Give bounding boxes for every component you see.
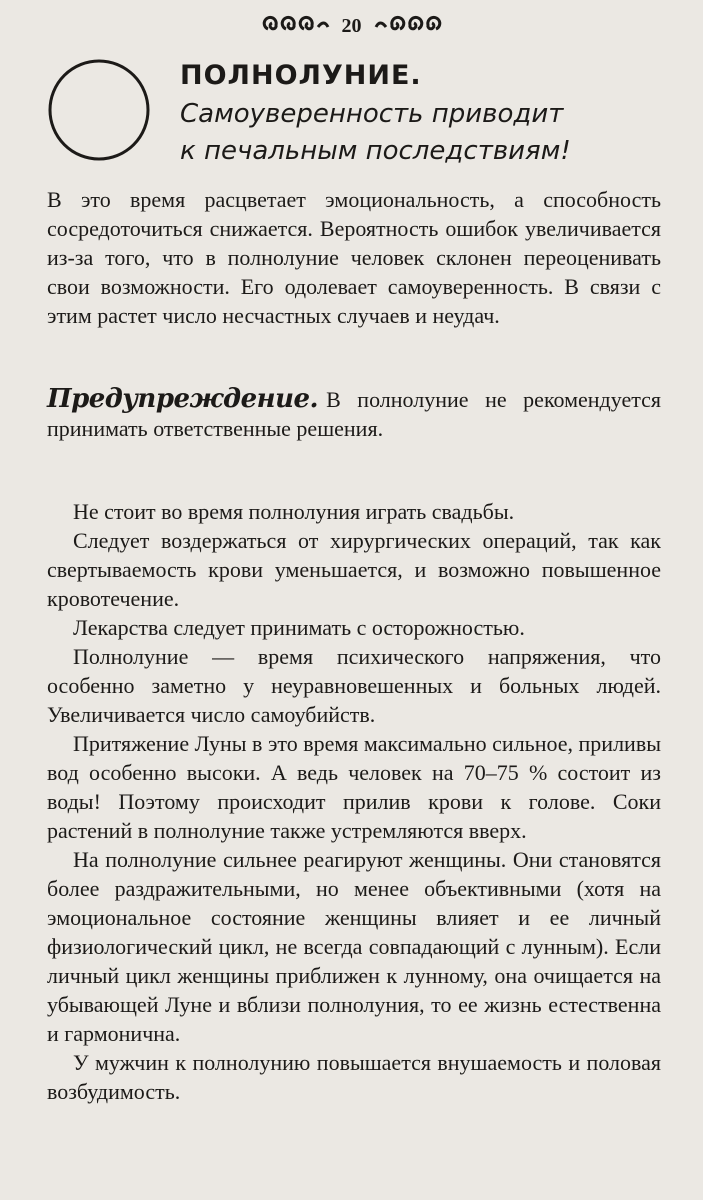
- full-moon-circle-icon: [47, 58, 151, 162]
- paragraph: Лекарства следует принимать с осторожностью.: [73, 615, 525, 640]
- warning-text: В полнолуние не рекомендуется принимать ответственные решения.: [47, 387, 661, 441]
- warning-label: Предупреждение.: [47, 384, 319, 414]
- body-paragraphs: [47, 497, 661, 1106]
- swirl-ornament-icon: [260, 15, 330, 37]
- swirl-ornament-icon: [374, 15, 444, 37]
- intro-paragraph: В это время расцветает эмоциональность, а способность сосредоточиться снижается. Вероятность ошибок увеличивается из-за того, что в полнолуние человек склонен переоценивать свои возможности. Его одолевает самоуверенность. В связи с этим растет число несчастных случаев и неудач.: [47, 187, 661, 328]
- page-header: [0, 8, 703, 44]
- section-heading: [180, 58, 680, 170]
- paragraph: У мужчин к полнолунию повышается внушаемость и половая возбудимость.: [47, 1050, 661, 1104]
- paragraph: Следует воздержаться от хирургических операций, так как свертываемость крови уменьшается, и возможно повышенное кровотечение.: [47, 528, 661, 611]
- section-title: ПОЛНОЛУНИЕ.: [180, 60, 422, 91]
- paragraph: На полнолуние сильнее реагируют женщины. Они становятся более раздражительными, но менее объективными (хотя на эмоциональное состояние женщины влияет и ее личный физиологический цикл, не всегда совпадающий с лунным). Если личный цикл женщины приближен к лунному, она очищается на убывающей Луне и вблизи полнолуния, то ее жизнь естественна и гармонична.: [47, 847, 661, 1046]
- paragraph: Притяжение Луны в это время максимально сильное, приливы вод особенно высоки. А ведь человек на 70–75 % состоит из воды! Поэтому происходит прилив крови к голове. Соки растений в полнолуние также устремляются вверх.: [47, 731, 661, 843]
- section-subtitle-line-1: Самоуверенность приводит: [180, 99, 564, 129]
- paragraph: Не стоит во время полнолуния играть свадьбы.: [73, 499, 515, 524]
- page-number: 20: [341, 14, 362, 37]
- section-subtitle-line-2: к печальным последствиям!: [180, 136, 571, 166]
- warning-paragraph: [47, 385, 661, 443]
- paragraph: Полнолуние — время психического напряжения, что особенно заметно у неуравновешенных и больных людей. Увеличивается число самоубийств.: [47, 644, 661, 727]
